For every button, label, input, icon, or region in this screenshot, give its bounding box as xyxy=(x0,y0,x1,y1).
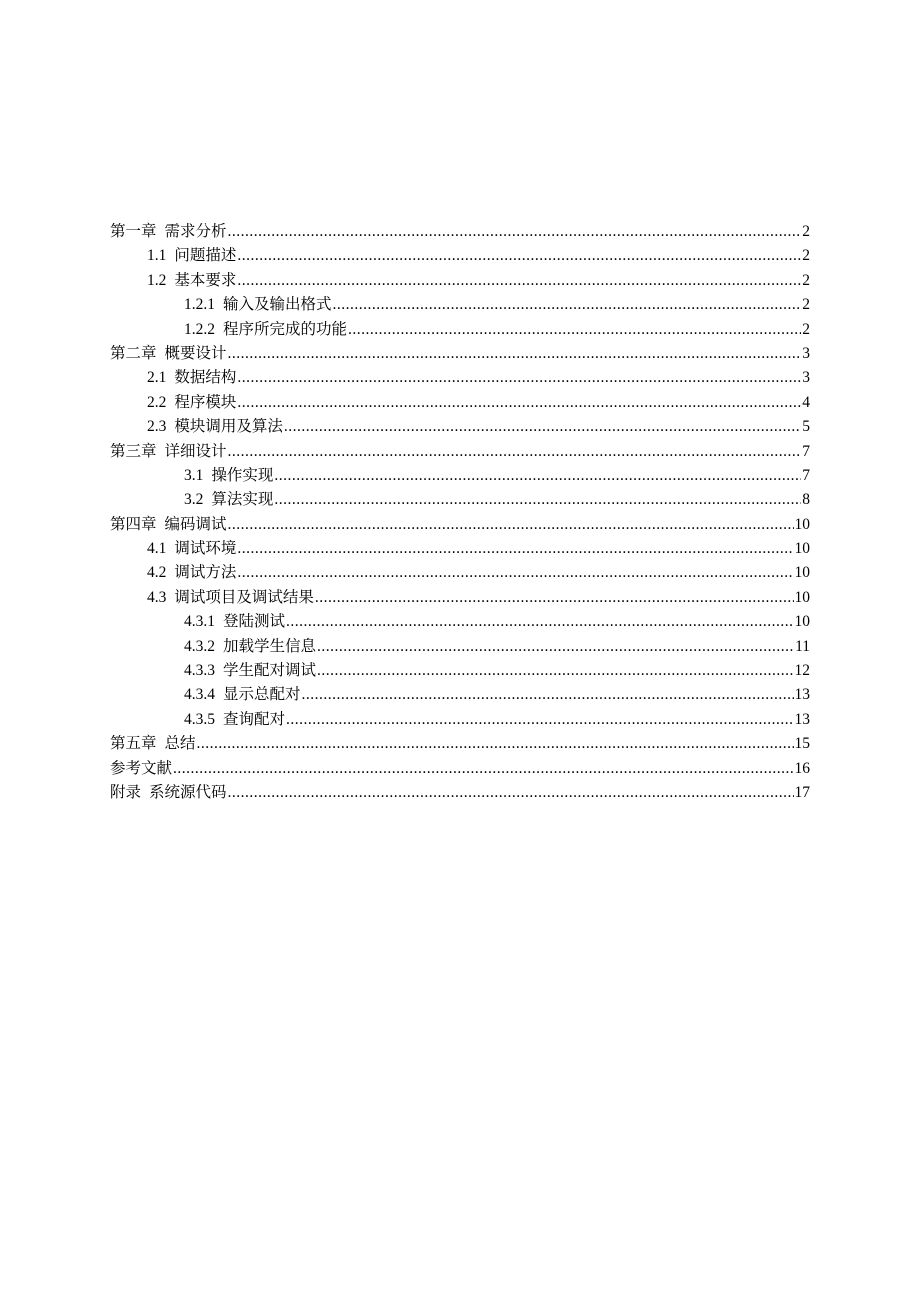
toc-entry-title: 参考文献 xyxy=(110,759,173,777)
toc-dot-leader xyxy=(228,781,794,805)
toc-dot-leader xyxy=(173,757,793,781)
toc-entry-title: 加载学生信息 xyxy=(223,637,317,655)
toc-entry[interactable] xyxy=(110,220,810,244)
toc-entry-number: 1.1 xyxy=(147,247,167,265)
toc-entry-page-number: 13 xyxy=(794,686,810,704)
toc-entry-page-number: 10 xyxy=(794,515,810,533)
toc-dot-leader xyxy=(237,269,801,293)
toc-entry-page-number: 15 xyxy=(794,735,810,753)
toc-entry[interactable] xyxy=(110,391,810,415)
toc-dot-leader xyxy=(317,635,794,659)
toc-entry[interactable] xyxy=(110,781,810,805)
toc-entry-page-number: 10 xyxy=(794,588,810,606)
toc-entry-title: 学生配对调试 xyxy=(223,662,317,680)
toc-entry-title: 显示总配对 xyxy=(223,686,301,704)
toc-entry-number: 1.2 xyxy=(147,271,167,289)
toc-entry[interactable] xyxy=(110,415,810,439)
toc-entry[interactable] xyxy=(110,244,810,268)
toc-entry-title: 详细设计 xyxy=(164,442,227,460)
toc-entry-title: 数据结构 xyxy=(174,369,237,387)
toc-dot-leader xyxy=(237,561,793,585)
toc-entry[interactable] xyxy=(110,440,810,464)
toc-dot-leader xyxy=(274,464,801,488)
toc-entry-page-number: 3 xyxy=(802,344,810,362)
toc-entry[interactable] xyxy=(110,561,810,585)
toc-entry-page-number: 10 xyxy=(794,613,810,631)
toc-entry-number: 2.1 xyxy=(147,369,167,387)
toc-entry[interactable] xyxy=(110,708,810,732)
toc-entry-number: 4.3.3 xyxy=(184,662,215,680)
toc-entry[interactable] xyxy=(110,513,810,537)
toc-entry-title: 程序模块 xyxy=(174,393,237,411)
toc-entry[interactable] xyxy=(110,757,810,781)
toc-entry-number: 附录 xyxy=(110,783,142,801)
toc-entry-page-number: 5 xyxy=(802,418,810,436)
toc-entry-title: 需求分析 xyxy=(164,223,227,240)
toc-entry-page-number: 3 xyxy=(802,369,810,387)
toc-entry[interactable] xyxy=(110,488,810,512)
toc-dot-leader xyxy=(228,220,802,244)
toc-entry-title: 查询配对 xyxy=(223,710,286,728)
toc-entry[interactable] xyxy=(110,342,810,366)
toc-entry-title: 登陆测试 xyxy=(223,613,286,631)
toc-entry-title: 系统源代码 xyxy=(149,783,227,801)
toc-entry[interactable] xyxy=(110,635,810,659)
toc-dot-leader xyxy=(228,342,802,366)
toc-dot-leader xyxy=(237,537,793,561)
toc-entry-title: 输入及输出格式 xyxy=(223,296,332,314)
toc-entry[interactable] xyxy=(110,732,810,756)
toc-entry-title: 调试项目及调试结果 xyxy=(174,588,314,606)
toc-entry[interactable] xyxy=(110,318,810,342)
toc-dot-leader xyxy=(333,293,802,317)
toc-entry[interactable] xyxy=(110,659,810,683)
toc-entry[interactable] xyxy=(110,464,810,488)
toc-dot-leader xyxy=(237,391,801,415)
toc-entry-number: 1.2.2 xyxy=(184,320,215,338)
toc-entry-page-number: 13 xyxy=(794,710,810,728)
toc-entry-page-number: 10 xyxy=(794,540,810,558)
toc-dot-leader xyxy=(284,415,801,439)
toc-entry[interactable] xyxy=(110,269,810,293)
toc-entry[interactable] xyxy=(110,610,810,634)
toc-dot-leader xyxy=(237,244,801,268)
toc-entry-number: 4.3.4 xyxy=(184,686,215,704)
toc-entry-title: 调试方法 xyxy=(174,564,237,582)
toc-entry-title: 程序所完成的功能 xyxy=(223,320,348,338)
toc-dot-leader xyxy=(228,513,794,537)
table-of-contents xyxy=(110,220,810,805)
toc-dot-leader xyxy=(315,586,794,610)
toc-entry[interactable] xyxy=(110,586,810,610)
toc-dot-leader xyxy=(317,659,793,683)
toc-entry-number: 3.2 xyxy=(184,491,204,509)
toc-entry-number: 4.3.5 xyxy=(184,710,215,728)
toc-entry-page-number: 2 xyxy=(802,223,810,240)
toc-entry-number: 1.2.1 xyxy=(184,296,215,314)
toc-entry[interactable] xyxy=(110,366,810,390)
toc-entry-page-number: 4 xyxy=(802,393,810,411)
toc-entry[interactable] xyxy=(110,683,810,707)
toc-entry-number: 4.2 xyxy=(147,564,167,582)
toc-entry-title: 编码调试 xyxy=(164,515,227,533)
toc-dot-leader xyxy=(302,683,794,707)
toc-dot-leader xyxy=(286,708,793,732)
toc-entry-page-number: 2 xyxy=(802,271,810,289)
toc-entry-number: 2.3 xyxy=(147,418,167,436)
toc-entry[interactable] xyxy=(110,537,810,561)
toc-dot-leader xyxy=(348,318,801,342)
toc-entry-number: 4.3.1 xyxy=(184,613,215,631)
toc-entry-number: 4.3.2 xyxy=(184,637,215,655)
toc-dot-leader xyxy=(286,610,793,634)
toc-entry-page-number: 7 xyxy=(802,442,810,460)
toc-entry[interactable] xyxy=(110,293,810,317)
toc-dot-leader xyxy=(274,488,801,512)
toc-entry-number: 第五章 xyxy=(110,735,157,753)
toc-entry-page-number: 11 xyxy=(795,637,810,655)
toc-entry-title: 总结 xyxy=(164,735,196,753)
toc-entry-number: 4.3 xyxy=(147,588,167,606)
toc-entry-title: 问题描述 xyxy=(174,247,237,265)
toc-entry-title: 基本要求 xyxy=(174,271,237,289)
toc-entry-page-number: 12 xyxy=(794,662,810,680)
toc-dot-leader xyxy=(237,366,801,390)
toc-entry-number: 4.1 xyxy=(147,540,167,558)
toc-entry-title: 概要设计 xyxy=(164,344,227,362)
toc-entry-page-number: 16 xyxy=(794,759,810,777)
toc-entry-page-number: 10 xyxy=(794,564,810,582)
toc-dot-leader xyxy=(228,440,802,464)
toc-entry-page-number: 8 xyxy=(802,491,810,509)
toc-entry-number: 2.2 xyxy=(147,393,167,411)
toc-entry-page-number: 17 xyxy=(794,783,810,801)
toc-entry-title: 调试环境 xyxy=(174,540,237,558)
toc-dot-leader xyxy=(197,732,794,756)
toc-entry-title: 算法实现 xyxy=(211,491,274,509)
toc-entry-number: 3.1 xyxy=(184,466,204,484)
toc-entry-number: 第三章 xyxy=(110,442,157,460)
toc-entry-page-number: 2 xyxy=(802,320,810,338)
toc-entry-title: 操作实现 xyxy=(211,466,274,484)
toc-entry-title: 模块调用及算法 xyxy=(174,418,283,436)
toc-entry-number: 第一章 xyxy=(110,223,157,240)
toc-entry-page-number: 7 xyxy=(802,466,810,484)
toc-entry-number: 第二章 xyxy=(110,344,157,362)
toc-entry-page-number: 2 xyxy=(802,296,810,314)
toc-entry-number: 第四章 xyxy=(110,515,157,533)
toc-entry-page-number: 2 xyxy=(802,247,810,265)
